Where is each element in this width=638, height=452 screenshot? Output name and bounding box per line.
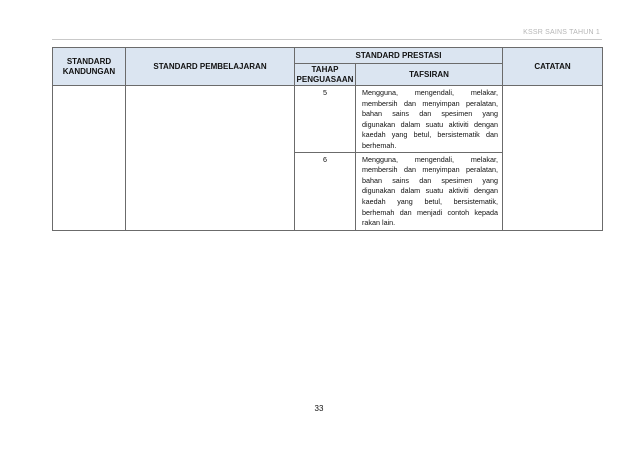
header-tahap-penguasaan: TAHAP PENGUASAAN xyxy=(295,64,356,86)
tafsiran-cell: Mengguna, mengendali, melakar, membersih dan menyimpan peralatan, bahan sains dan spesimen yang digunakan dalam suatu aktiviti dengan kaedah yang betul, bersistematik dan berhemah. xyxy=(356,86,503,153)
header-standard-pembelajaran: STANDARD PEMBELAJARAN xyxy=(126,48,295,86)
tafsiran-cell: Mengguna, mengendali, melakar, membersih dan menyimpan peralatan, bahan sains dan spesimen yang digunakan dalam suatu aktiviti dengan kaedah yang betul, bersistematik, berhemah dan menjadi contoh kepada rakan lain. xyxy=(356,152,503,230)
standard-kandungan-cell xyxy=(53,86,126,231)
catatan-cell xyxy=(503,86,603,231)
header-standard-prestasi: STANDARD PRESTASI xyxy=(295,48,503,64)
page-number: 33 xyxy=(314,404,324,413)
document-header: KSSR SAINS TAHUN 1 xyxy=(523,29,600,36)
header-standard-kandungan: STANDARD KANDUNGAN xyxy=(53,48,126,86)
header-tafsiran: TAFSIRAN xyxy=(356,64,503,86)
standard-table xyxy=(52,47,603,231)
level-cell: 5 xyxy=(295,86,356,153)
header-rule xyxy=(52,39,602,40)
header-catatan: CATATAN xyxy=(503,48,603,86)
standard-pembelajaran-cell xyxy=(126,86,295,231)
level-cell: 6 xyxy=(295,152,356,230)
